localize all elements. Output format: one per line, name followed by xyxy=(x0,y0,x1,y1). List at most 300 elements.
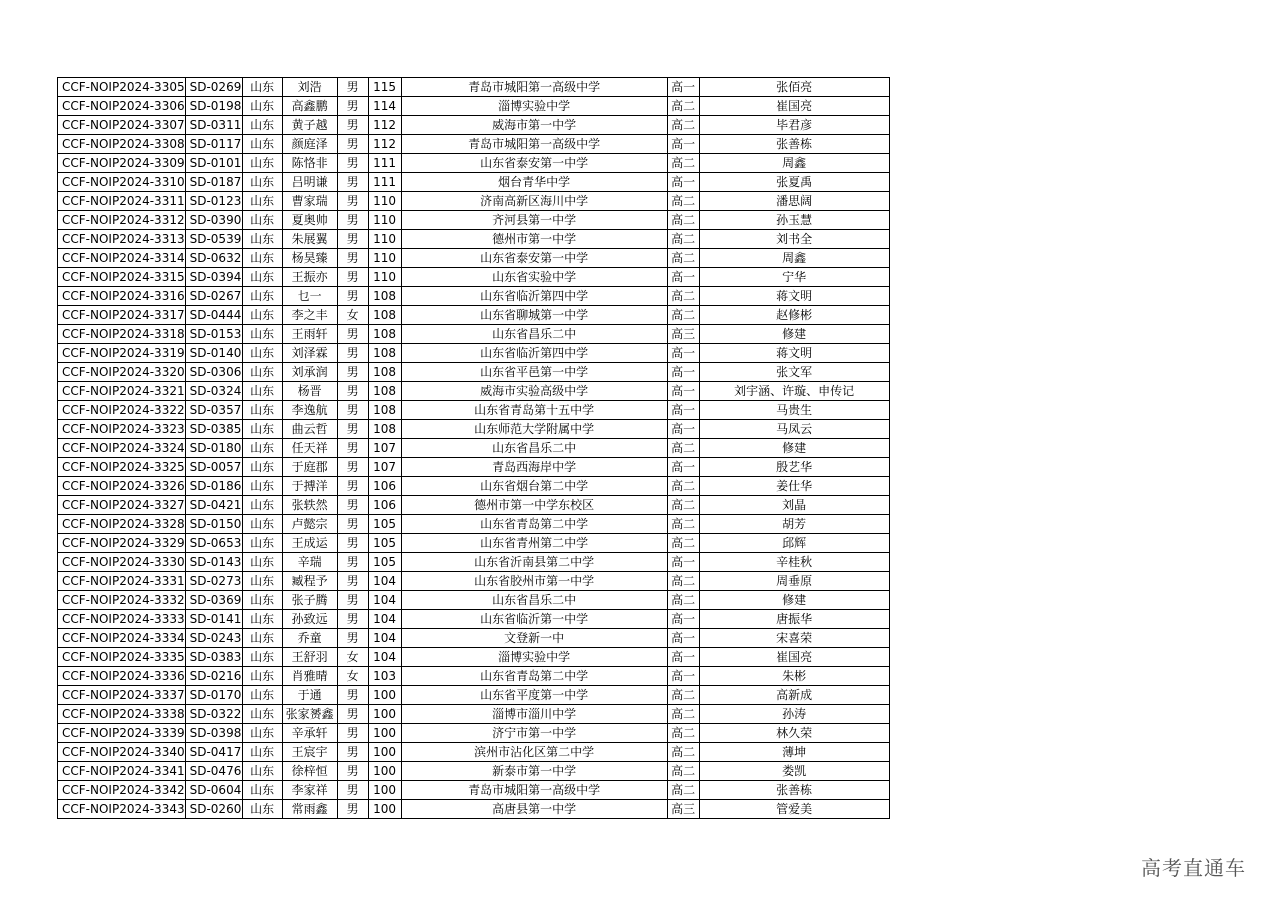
score-cell: 108 xyxy=(368,287,401,306)
registration-code-cell: SD-0269 xyxy=(185,78,242,97)
student-name-cell: 刘泽霖 xyxy=(282,344,337,363)
grade-cell: 高二 xyxy=(667,724,699,743)
grade-cell: 高一 xyxy=(667,629,699,648)
contestant-id-cell: CCF-NOIP2024-3305 xyxy=(58,78,186,97)
province-cell: 山东 xyxy=(242,591,282,610)
score-cell: 108 xyxy=(368,420,401,439)
province-cell: 山东 xyxy=(242,382,282,401)
grade-cell: 高一 xyxy=(667,458,699,477)
province-cell: 山东 xyxy=(242,344,282,363)
grade-cell: 高二 xyxy=(667,515,699,534)
contestant-id-cell: CCF-NOIP2024-3339 xyxy=(58,724,186,743)
table-row xyxy=(58,116,890,135)
grade-cell: 高二 xyxy=(667,477,699,496)
grade-cell: 高二 xyxy=(667,211,699,230)
province-cell: 山东 xyxy=(242,705,282,724)
contestant-id-cell: CCF-NOIP2024-3328 xyxy=(58,515,186,534)
contestant-id-cell: CCF-NOIP2024-3333 xyxy=(58,610,186,629)
score-cell: 100 xyxy=(368,743,401,762)
coach-name-cell: 马凤云 xyxy=(699,420,889,439)
score-cell: 104 xyxy=(368,629,401,648)
grade-cell: 高一 xyxy=(667,173,699,192)
registration-code-cell: SD-0476 xyxy=(185,762,242,781)
table-row xyxy=(58,534,890,553)
registration-code-cell: SD-0357 xyxy=(185,401,242,420)
coach-name-cell: 胡芳 xyxy=(699,515,889,534)
table-row xyxy=(58,458,890,477)
gender-cell: 男 xyxy=(337,572,368,591)
student-name-cell: 王振亦 xyxy=(282,268,337,287)
registration-code-cell: SD-0180 xyxy=(185,439,242,458)
score-cell: 100 xyxy=(368,762,401,781)
gender-cell: 男 xyxy=(337,534,368,553)
gender-cell: 男 xyxy=(337,420,368,439)
gender-cell: 男 xyxy=(337,382,368,401)
grade-cell: 高一 xyxy=(667,420,699,439)
coach-name-cell: 崔国亮 xyxy=(699,97,889,116)
coach-name-cell: 林久荣 xyxy=(699,724,889,743)
province-cell: 山东 xyxy=(242,173,282,192)
contestant-id-cell: CCF-NOIP2024-3341 xyxy=(58,762,186,781)
province-cell: 山东 xyxy=(242,135,282,154)
registration-code-cell: SD-0604 xyxy=(185,781,242,800)
gender-cell: 男 xyxy=(337,78,368,97)
school-name-cell: 山东省平邑第一中学 xyxy=(401,363,667,382)
score-cell: 100 xyxy=(368,781,401,800)
coach-name-cell: 崔国亮 xyxy=(699,648,889,667)
province-cell: 山东 xyxy=(242,534,282,553)
coach-name-cell: 修建 xyxy=(699,439,889,458)
score-cell: 107 xyxy=(368,458,401,477)
school-name-cell: 山东省泰安第一中学 xyxy=(401,249,667,268)
province-cell: 山东 xyxy=(242,629,282,648)
gender-cell: 女 xyxy=(337,667,368,686)
school-name-cell: 山东省胶州市第一中学 xyxy=(401,572,667,591)
coach-name-cell: 薄坤 xyxy=(699,743,889,762)
province-cell: 山东 xyxy=(242,515,282,534)
score-cell: 100 xyxy=(368,800,401,819)
grade-cell: 高二 xyxy=(667,116,699,135)
school-name-cell: 山东省临沂第一中学 xyxy=(401,610,667,629)
school-name-cell: 烟台青华中学 xyxy=(401,173,667,192)
registration-code-cell: SD-0421 xyxy=(185,496,242,515)
school-name-cell: 山东省昌乐二中 xyxy=(401,439,667,458)
score-cell: 103 xyxy=(368,667,401,686)
table-row xyxy=(58,135,890,154)
grade-cell: 高二 xyxy=(667,192,699,211)
table-row xyxy=(58,192,890,211)
score-cell: 104 xyxy=(368,572,401,591)
student-name-cell: 于搏洋 xyxy=(282,477,337,496)
school-name-cell: 山东省青州第二中学 xyxy=(401,534,667,553)
grade-cell: 高一 xyxy=(667,553,699,572)
table-row xyxy=(58,743,890,762)
table-row xyxy=(58,401,890,420)
gender-cell: 男 xyxy=(337,211,368,230)
table-row xyxy=(58,249,890,268)
score-cell: 108 xyxy=(368,325,401,344)
registration-code-cell: SD-0187 xyxy=(185,173,242,192)
province-cell: 山东 xyxy=(242,97,282,116)
contestant-id-cell: CCF-NOIP2024-3334 xyxy=(58,629,186,648)
province-cell: 山东 xyxy=(242,667,282,686)
contestant-id-cell: CCF-NOIP2024-3318 xyxy=(58,325,186,344)
table-row xyxy=(58,477,890,496)
table-row xyxy=(58,800,890,819)
student-name-cell: 杨昊臻 xyxy=(282,249,337,268)
gender-cell: 男 xyxy=(337,287,368,306)
coach-name-cell: 刘宇涵、许璇、申传记 xyxy=(699,382,889,401)
student-name-cell: 李之丰 xyxy=(282,306,337,325)
contestant-id-cell: CCF-NOIP2024-3314 xyxy=(58,249,186,268)
gender-cell: 男 xyxy=(337,477,368,496)
province-cell: 山东 xyxy=(242,306,282,325)
registration-code-cell: SD-0186 xyxy=(185,477,242,496)
school-name-cell: 山东省沂南县第二中学 xyxy=(401,553,667,572)
province-cell: 山东 xyxy=(242,401,282,420)
province-cell: 山东 xyxy=(242,249,282,268)
gender-cell: 男 xyxy=(337,401,368,420)
student-name-cell: 张家赟鑫 xyxy=(282,705,337,724)
student-name-cell: 黄子越 xyxy=(282,116,337,135)
score-cell: 112 xyxy=(368,135,401,154)
table-row xyxy=(58,382,890,401)
score-cell: 115 xyxy=(368,78,401,97)
table-row xyxy=(58,363,890,382)
coach-name-cell: 蒋文明 xyxy=(699,344,889,363)
coach-name-cell: 孙涛 xyxy=(699,705,889,724)
province-cell: 山东 xyxy=(242,420,282,439)
school-name-cell: 济宁市第一中学 xyxy=(401,724,667,743)
grade-cell: 高一 xyxy=(667,135,699,154)
student-name-cell: 张子腾 xyxy=(282,591,337,610)
grade-cell: 高二 xyxy=(667,686,699,705)
coach-name-cell: 殷艺华 xyxy=(699,458,889,477)
coach-name-cell: 姜仕华 xyxy=(699,477,889,496)
contestant-id-cell: CCF-NOIP2024-3338 xyxy=(58,705,186,724)
grade-cell: 高一 xyxy=(667,667,699,686)
table-row xyxy=(58,610,890,629)
contestant-id-cell: CCF-NOIP2024-3342 xyxy=(58,781,186,800)
score-cell: 100 xyxy=(368,724,401,743)
province-cell: 山东 xyxy=(242,648,282,667)
gender-cell: 女 xyxy=(337,306,368,325)
province-cell: 山东 xyxy=(242,477,282,496)
school-name-cell: 山东省平度第一中学 xyxy=(401,686,667,705)
coach-name-cell: 蒋文明 xyxy=(699,287,889,306)
coach-name-cell: 宋喜荣 xyxy=(699,629,889,648)
registration-code-cell: SD-0394 xyxy=(185,268,242,287)
school-name-cell: 山东省临沂第四中学 xyxy=(401,287,667,306)
contestant-id-cell: CCF-NOIP2024-3322 xyxy=(58,401,186,420)
registration-code-cell: SD-0390 xyxy=(185,211,242,230)
score-cell: 110 xyxy=(368,211,401,230)
registration-code-cell: SD-0123 xyxy=(185,192,242,211)
registration-code-cell: SD-0417 xyxy=(185,743,242,762)
student-name-cell: 吕明谦 xyxy=(282,173,337,192)
coach-name-cell: 唐振华 xyxy=(699,610,889,629)
province-cell: 山东 xyxy=(242,439,282,458)
score-cell: 111 xyxy=(368,173,401,192)
student-name-cell: 夏奥帅 xyxy=(282,211,337,230)
province-cell: 山东 xyxy=(242,724,282,743)
table-row xyxy=(58,553,890,572)
table-row xyxy=(58,686,890,705)
registration-code-cell: SD-0632 xyxy=(185,249,242,268)
registration-code-cell: SD-0216 xyxy=(185,667,242,686)
student-name-cell: 孙致远 xyxy=(282,610,337,629)
province-cell: 山东 xyxy=(242,686,282,705)
contestant-id-cell: CCF-NOIP2024-3340 xyxy=(58,743,186,762)
coach-name-cell: 辛桂秋 xyxy=(699,553,889,572)
province-cell: 山东 xyxy=(242,458,282,477)
score-cell: 107 xyxy=(368,439,401,458)
score-cell: 114 xyxy=(368,97,401,116)
grade-cell: 高一 xyxy=(667,363,699,382)
gender-cell: 男 xyxy=(337,439,368,458)
table-row xyxy=(58,762,890,781)
contestant-id-cell: CCF-NOIP2024-3310 xyxy=(58,173,186,192)
gender-cell: 男 xyxy=(337,553,368,572)
score-cell: 105 xyxy=(368,553,401,572)
student-name-cell: 乜一 xyxy=(282,287,337,306)
table-row xyxy=(58,572,890,591)
student-name-cell: 臧程予 xyxy=(282,572,337,591)
province-cell: 山东 xyxy=(242,781,282,800)
student-name-cell: 高鑫鹏 xyxy=(282,97,337,116)
table-row xyxy=(58,325,890,344)
grade-cell: 高一 xyxy=(667,344,699,363)
contestant-id-cell: CCF-NOIP2024-3313 xyxy=(58,230,186,249)
registration-code-cell: SD-0101 xyxy=(185,154,242,173)
coach-name-cell: 张佰亮 xyxy=(699,78,889,97)
registration-code-cell: SD-0117 xyxy=(185,135,242,154)
grade-cell: 高二 xyxy=(667,230,699,249)
gender-cell: 男 xyxy=(337,724,368,743)
province-cell: 山东 xyxy=(242,553,282,572)
province-cell: 山东 xyxy=(242,363,282,382)
school-name-cell: 济南高新区海川中学 xyxy=(401,192,667,211)
table-row xyxy=(58,648,890,667)
registration-code-cell: SD-0653 xyxy=(185,534,242,553)
table-row xyxy=(58,591,890,610)
coach-name-cell: 邱辉 xyxy=(699,534,889,553)
school-name-cell: 德州市第一中学东校区 xyxy=(401,496,667,515)
grade-cell: 高一 xyxy=(667,268,699,287)
student-name-cell: 曲云哲 xyxy=(282,420,337,439)
table-row xyxy=(58,667,890,686)
watermark-text: 高考直通车 xyxy=(1141,856,1246,880)
table-row xyxy=(58,173,890,192)
contestant-id-cell: CCF-NOIP2024-3331 xyxy=(58,572,186,591)
score-cell: 111 xyxy=(368,154,401,173)
table-row xyxy=(58,439,890,458)
score-cell: 110 xyxy=(368,268,401,287)
grade-cell: 高一 xyxy=(667,382,699,401)
score-cell: 108 xyxy=(368,363,401,382)
gender-cell: 男 xyxy=(337,686,368,705)
gender-cell: 男 xyxy=(337,743,368,762)
score-cell: 104 xyxy=(368,591,401,610)
gender-cell: 男 xyxy=(337,610,368,629)
gender-cell: 男 xyxy=(337,705,368,724)
registration-code-cell: SD-0198 xyxy=(185,97,242,116)
coach-name-cell: 潘思阔 xyxy=(699,192,889,211)
registration-code-cell: SD-0324 xyxy=(185,382,242,401)
student-name-cell: 杨晋 xyxy=(282,382,337,401)
student-name-cell: 徐梓恒 xyxy=(282,762,337,781)
school-name-cell: 山东师范大学附属中学 xyxy=(401,420,667,439)
score-cell: 100 xyxy=(368,686,401,705)
student-name-cell: 任天祥 xyxy=(282,439,337,458)
registration-code-cell: SD-0383 xyxy=(185,648,242,667)
coach-name-cell: 朱彬 xyxy=(699,667,889,686)
grade-cell: 高二 xyxy=(667,534,699,553)
school-name-cell: 山东省聊城第一中学 xyxy=(401,306,667,325)
school-name-cell: 威海市第一中学 xyxy=(401,116,667,135)
registration-code-cell: SD-0322 xyxy=(185,705,242,724)
coach-name-cell: 赵修彬 xyxy=(699,306,889,325)
table-row xyxy=(58,287,890,306)
grade-cell: 高二 xyxy=(667,591,699,610)
school-name-cell: 山东省青岛第十五中学 xyxy=(401,401,667,420)
grade-cell: 高二 xyxy=(667,572,699,591)
contestant-id-cell: CCF-NOIP2024-3332 xyxy=(58,591,186,610)
grade-cell: 高一 xyxy=(667,401,699,420)
score-cell: 105 xyxy=(368,534,401,553)
student-name-cell: 肖雅晴 xyxy=(282,667,337,686)
contestant-id-cell: CCF-NOIP2024-3308 xyxy=(58,135,186,154)
score-cell: 104 xyxy=(368,610,401,629)
contestant-id-cell: CCF-NOIP2024-3337 xyxy=(58,686,186,705)
contestant-id-cell: CCF-NOIP2024-3323 xyxy=(58,420,186,439)
score-cell: 108 xyxy=(368,382,401,401)
province-cell: 山东 xyxy=(242,78,282,97)
gender-cell: 男 xyxy=(337,230,368,249)
registration-code-cell: SD-0267 xyxy=(185,287,242,306)
province-cell: 山东 xyxy=(242,762,282,781)
contestant-id-cell: CCF-NOIP2024-3311 xyxy=(58,192,186,211)
province-cell: 山东 xyxy=(242,211,282,230)
school-name-cell: 威海市实验高级中学 xyxy=(401,382,667,401)
gender-cell: 男 xyxy=(337,515,368,534)
school-name-cell: 文登新一中 xyxy=(401,629,667,648)
registration-code-cell: SD-0369 xyxy=(185,591,242,610)
student-name-cell: 刘浩 xyxy=(282,78,337,97)
coach-name-cell: 修建 xyxy=(699,591,889,610)
province-cell: 山东 xyxy=(242,116,282,135)
registration-code-cell: SD-0057 xyxy=(185,458,242,477)
contestant-id-cell: CCF-NOIP2024-3307 xyxy=(58,116,186,135)
score-cell: 110 xyxy=(368,249,401,268)
province-cell: 山东 xyxy=(242,268,282,287)
contestant-id-cell: CCF-NOIP2024-3316 xyxy=(58,287,186,306)
gender-cell: 男 xyxy=(337,154,368,173)
results-table xyxy=(57,77,890,819)
gender-cell: 男 xyxy=(337,458,368,477)
registration-code-cell: SD-0273 xyxy=(185,572,242,591)
coach-name-cell: 孙玉慧 xyxy=(699,211,889,230)
contestant-id-cell: CCF-NOIP2024-3335 xyxy=(58,648,186,667)
contestant-id-cell: CCF-NOIP2024-3309 xyxy=(58,154,186,173)
gender-cell: 男 xyxy=(337,591,368,610)
student-name-cell: 张轶然 xyxy=(282,496,337,515)
score-cell: 105 xyxy=(368,515,401,534)
grade-cell: 高三 xyxy=(667,325,699,344)
table-body xyxy=(58,78,890,819)
province-cell: 山东 xyxy=(242,154,282,173)
school-name-cell: 齐河县第一中学 xyxy=(401,211,667,230)
score-cell: 106 xyxy=(368,496,401,515)
coach-name-cell: 宁华 xyxy=(699,268,889,287)
score-cell: 112 xyxy=(368,116,401,135)
coach-name-cell: 刘书全 xyxy=(699,230,889,249)
table-row xyxy=(58,306,890,325)
contestant-id-cell: CCF-NOIP2024-3319 xyxy=(58,344,186,363)
grade-cell: 高二 xyxy=(667,781,699,800)
registration-code-cell: SD-0170 xyxy=(185,686,242,705)
coach-name-cell: 娄凯 xyxy=(699,762,889,781)
contestant-id-cell: CCF-NOIP2024-3336 xyxy=(58,667,186,686)
grade-cell: 高二 xyxy=(667,306,699,325)
gender-cell: 男 xyxy=(337,325,368,344)
table-row xyxy=(58,211,890,230)
province-cell: 山东 xyxy=(242,572,282,591)
coach-name-cell: 周鑫 xyxy=(699,154,889,173)
gender-cell: 男 xyxy=(337,116,368,135)
student-name-cell: 颜庭泽 xyxy=(282,135,337,154)
coach-name-cell: 张夏禹 xyxy=(699,173,889,192)
contestant-id-cell: CCF-NOIP2024-3324 xyxy=(58,439,186,458)
school-name-cell: 高唐县第一中学 xyxy=(401,800,667,819)
grade-cell: 高二 xyxy=(667,762,699,781)
score-cell: 104 xyxy=(368,648,401,667)
school-name-cell: 山东省烟台第二中学 xyxy=(401,477,667,496)
table-row xyxy=(58,230,890,249)
gender-cell: 男 xyxy=(337,496,368,515)
table-row xyxy=(58,629,890,648)
school-name-cell: 青岛市城阳第一高级中学 xyxy=(401,781,667,800)
student-name-cell: 王成运 xyxy=(282,534,337,553)
province-cell: 山东 xyxy=(242,610,282,629)
coach-name-cell: 高新成 xyxy=(699,686,889,705)
registration-code-cell: SD-0306 xyxy=(185,363,242,382)
table-row xyxy=(58,420,890,439)
grade-cell: 高二 xyxy=(667,705,699,724)
score-cell: 110 xyxy=(368,230,401,249)
gender-cell: 男 xyxy=(337,781,368,800)
grade-cell: 高二 xyxy=(667,743,699,762)
coach-name-cell: 张善栋 xyxy=(699,135,889,154)
registration-code-cell: SD-0444 xyxy=(185,306,242,325)
province-cell: 山东 xyxy=(242,496,282,515)
student-name-cell: 王宸宇 xyxy=(282,743,337,762)
gender-cell: 男 xyxy=(337,268,368,287)
student-name-cell: 卢懿宗 xyxy=(282,515,337,534)
table-row xyxy=(58,515,890,534)
registration-code-cell: SD-0153 xyxy=(185,325,242,344)
table-row xyxy=(58,97,890,116)
province-cell: 山东 xyxy=(242,743,282,762)
contestant-id-cell: CCF-NOIP2024-3343 xyxy=(58,800,186,819)
contestant-id-cell: CCF-NOIP2024-3306 xyxy=(58,97,186,116)
student-name-cell: 常雨鑫 xyxy=(282,800,337,819)
student-name-cell: 王雨轩 xyxy=(282,325,337,344)
registration-code-cell: SD-0141 xyxy=(185,610,242,629)
student-name-cell: 于通 xyxy=(282,686,337,705)
school-name-cell: 青岛西海岸中学 xyxy=(401,458,667,477)
school-name-cell: 青岛市城阳第一高级中学 xyxy=(401,78,667,97)
